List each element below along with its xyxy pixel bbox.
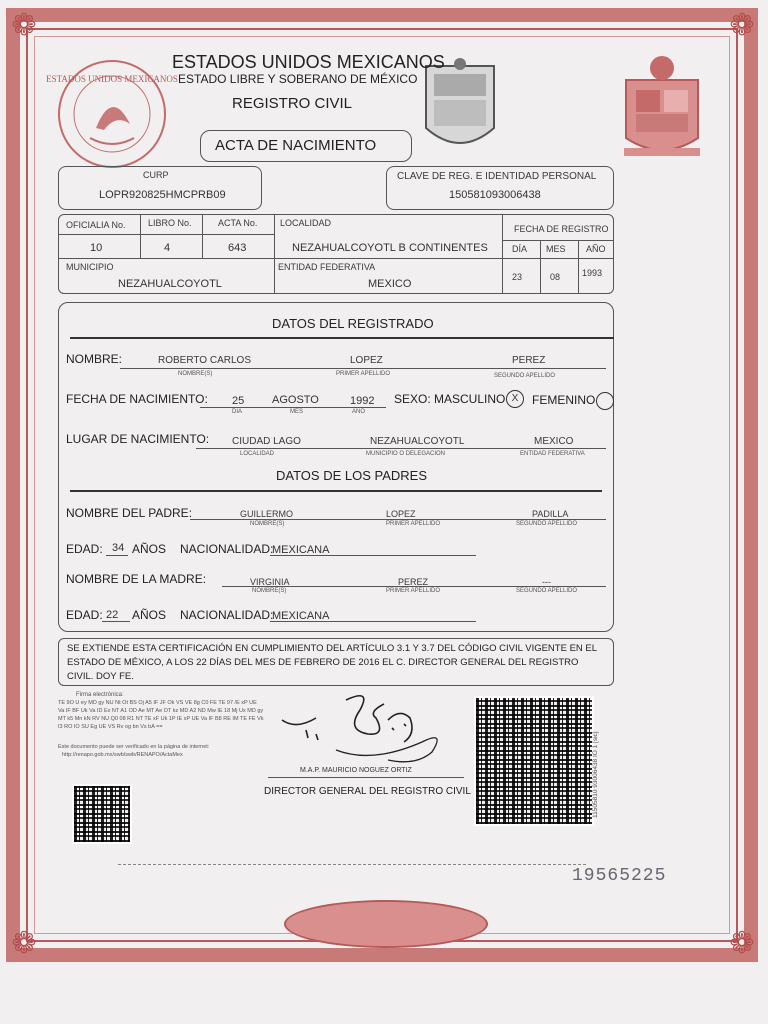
- firma-label: Firma electrónica:: [76, 692, 124, 698]
- padre-nac-label: NACIONALIDAD:: [180, 542, 274, 556]
- entidad-label: ENTIDAD FEDERATIVA: [278, 262, 376, 272]
- oficialia-value: 10: [90, 242, 103, 254]
- lugar-localidad: CIUDAD LAGO: [232, 436, 301, 447]
- nombre-line: [120, 368, 606, 369]
- country-title: ESTADOS UNIDOS MEXICANOS: [172, 52, 445, 72]
- verify-text: Este documento puede ser verificado en la página de internet:: [58, 744, 210, 750]
- section-divider: [70, 490, 602, 492]
- grid-line: [274, 214, 275, 294]
- grid-line: [202, 214, 203, 258]
- madre-line: [222, 586, 606, 587]
- curp-label: CURP: [143, 170, 169, 180]
- madre-nac: MEXICANA: [272, 610, 330, 622]
- padre-ap1-sub: PRIMER APELLIDO: [386, 521, 441, 527]
- firma-hash-1: TE 9O U ey MD gy NU Nt Ot BS Oj A5 IF JF Ok VS VE 8g C0 FE TE 97 /E xP UE: [58, 700, 257, 706]
- certification-line-3: CIVIL. DOY FE.: [67, 671, 134, 682]
- section-divider: [70, 337, 614, 339]
- lugar-municipio-sub: MUNICIPIO O DELEGACION: [366, 451, 446, 457]
- national-seal-icon: [46, 58, 178, 170]
- segundo-apellido-value: PEREZ: [512, 355, 546, 366]
- padre-line: [190, 519, 606, 520]
- corner-ornament-icon: ❁: [729, 8, 755, 43]
- padre-edad-label: EDAD:: [66, 542, 103, 556]
- primer-apellido-sub: PRIMER APELLIDO: [336, 371, 391, 377]
- firma-hash-3: MT k5 Mn kN RV NU Q0 08 R1 NT TE xF Uk 1P IE xP UE Va IF B8 RE IM TE FE Vk: [58, 716, 264, 722]
- padre-edad: 34: [112, 542, 125, 554]
- acta-label: ACTA No.: [218, 218, 258, 228]
- lugar-entidad-sub: ENTIDAD FEDERATIVA: [520, 451, 585, 457]
- document-title: ACTA DE NACIMIENTO: [215, 137, 377, 154]
- madre-ap1-sub: PRIMER APELLIDO: [386, 588, 441, 594]
- municipio-value: NEZAHUALCOYOTL: [118, 278, 222, 290]
- corner-ornament-icon: ❁: [11, 926, 37, 961]
- madre-nac-line: [270, 621, 476, 622]
- qr-vertical-id: 11505810 93006438 IO 1 [sic]: [592, 731, 599, 818]
- grid-line: [578, 240, 579, 294]
- lugar-entidad: MEXICO: [534, 436, 574, 447]
- fn-dia: 25: [232, 395, 245, 407]
- nombre-value: ROBERTO CARLOS: [158, 355, 251, 366]
- femenino-radio: [596, 392, 614, 410]
- lugar-municipio: NEZAHUALCOYOTL: [370, 436, 465, 447]
- madre-ap2: ---: [542, 577, 551, 587]
- curp-value: LOPR920825HMCPRB09: [99, 189, 226, 201]
- ano-value: 1993: [582, 268, 603, 278]
- dia-label: DÍA: [512, 244, 528, 254]
- municipal-shield-icon: [620, 52, 704, 162]
- sexo-label: SEXO: MASCULINO: [394, 392, 506, 406]
- grid-line: [502, 214, 503, 294]
- firma-hash-4: I3 RO IO SU Eg UE VS Rv og bn Vs bA ==: [58, 724, 163, 730]
- certification-box: [58, 638, 614, 686]
- localidad-value: NEZAHUALCOYOTL B CONTINENTES: [292, 242, 488, 254]
- padre-anos-label: AÑOS: [132, 542, 167, 556]
- footer-divider: [118, 864, 586, 865]
- registrado-section-title: DATOS DEL REGISTRADO: [272, 316, 434, 331]
- padre-ap2-sub: SEGUNDO APELLIDO: [516, 521, 578, 527]
- padre-label: NOMBRE DEL PADRE:: [66, 506, 193, 520]
- entidad-value: MEXICO: [368, 278, 412, 290]
- lugar-label: LUGAR DE NACIMIENTO:: [66, 432, 210, 446]
- grid-line: [58, 258, 614, 259]
- localidad-label: LOCALIDAD: [280, 218, 332, 228]
- madre-label: NOMBRE DE LA MADRE:: [66, 572, 207, 586]
- director-name: M.A.P. MAURICIO NOGUEZ ORTIZ: [300, 767, 412, 774]
- padre-ap2: PADILLA: [532, 509, 569, 519]
- fn-mes-sub: MES: [290, 409, 304, 415]
- padre-nombre: GUILLERMO: [240, 509, 294, 519]
- nombre-sub: NOMBRE(S): [178, 371, 213, 377]
- segundo-apellido-sub: SEGUNDO APELLIDO: [494, 373, 556, 379]
- fn-ano: 1992: [350, 395, 375, 407]
- madre-ap2-sub: SEGUNDO APELLIDO: [516, 588, 578, 594]
- fn-dia-sub: DIA: [232, 409, 243, 415]
- madre-nombre-sub: NOMBRE(S): [252, 588, 287, 594]
- libro-label: LIBRO No.: [148, 218, 192, 228]
- verify-url: http://renapo.gob.mx/swb/swb/RENAPO/ActaMex: [62, 752, 183, 758]
- nombre-label: NOMBRE:: [66, 352, 123, 366]
- fn-mes: AGOSTO: [272, 394, 319, 406]
- document-title-box: [200, 130, 412, 162]
- director-signature: [276, 690, 446, 766]
- femenino-label: FEMENINO: [532, 393, 596, 407]
- mes-label: MES: [546, 244, 566, 254]
- clave-value: 150581093006438: [449, 189, 541, 201]
- grid-line: [140, 214, 141, 258]
- ano-label: AÑO: [586, 244, 606, 254]
- madre-nombre: VIRGINIA: [250, 577, 290, 587]
- oficialia-label: OFICIALIA No.: [66, 220, 126, 230]
- signature-line: [268, 777, 464, 778]
- dia-value: 23: [512, 272, 523, 282]
- lugar-line: [196, 448, 606, 449]
- clave-box: [386, 166, 614, 210]
- mes-value: 08: [550, 272, 561, 282]
- madre-nac-label: NACIONALIDAD:: [180, 608, 274, 622]
- state-title: ESTADO LIBRE Y SOBERANO DE MÉXICO: [178, 72, 418, 86]
- madre-anos-label: AÑOS: [132, 608, 167, 622]
- fecha-nac-label: FECHA DE NACIMIENTO:: [66, 392, 208, 406]
- curp-box: [58, 166, 262, 210]
- grid-line: [58, 234, 274, 235]
- large-qr-code: [474, 696, 594, 826]
- fecha-line: [200, 407, 386, 408]
- padre-ap1: LOPEZ: [386, 509, 416, 519]
- certification-line-2: ESTADO DE MÉXICO, A LOS 22 DÍAS DEL MES DE FEBRERO DE 2016 EL C. DIRECTOR GENERAL DEL REGISTRO: [67, 657, 579, 668]
- small-qr-code: [72, 784, 132, 844]
- grid-line: [502, 240, 614, 241]
- madre-edad-line: [102, 621, 130, 622]
- padre-edad-line: [106, 555, 128, 556]
- padre-nombre-sub: NOMBRE(S): [250, 521, 285, 527]
- masculino-radio: X: [506, 390, 524, 408]
- bottom-ornament: [284, 900, 488, 948]
- madre-edad-label: EDAD:: [66, 608, 103, 622]
- madre-edad: 22: [106, 609, 119, 621]
- folio-number: 19565225: [572, 866, 667, 886]
- state-shield-icon: [420, 58, 500, 158]
- firma-hash-2: Va IF BF Uk Va ID Ex NT A1 OD Ae MT Ae OT kz MD A2 ND Mw IE 18 Mj Ux MD gy: [58, 708, 264, 714]
- padre-nac: MEXICANA: [272, 544, 330, 556]
- office-title: REGISTRO CIVIL: [232, 95, 353, 112]
- clave-label: CLAVE DE REG. E IDENTIDAD PERSONAL: [397, 171, 597, 182]
- grid-line: [540, 240, 541, 294]
- primer-apellido-value: LOPEZ: [350, 355, 383, 366]
- fn-ano-sub: AÑO: [352, 409, 366, 415]
- municipio-label: MUNICIPIO: [66, 262, 114, 272]
- acta-value: 643: [228, 242, 247, 254]
- padres-section-title: DATOS DE LOS PADRES: [276, 468, 427, 483]
- madre-ap1: PEREZ: [398, 577, 429, 587]
- corner-ornament-icon: ❁: [11, 8, 37, 43]
- libro-value: 4: [164, 242, 171, 254]
- lugar-localidad-sub: LOCALIDAD: [240, 451, 275, 457]
- corner-ornament-icon: ❁: [729, 926, 755, 961]
- seal-text: ESTADOS UNIDOS MEXICANOS: [46, 74, 178, 84]
- padre-nac-line: [270, 555, 476, 556]
- fecha-registro-label: FECHA DE REGISTRO: [514, 224, 609, 234]
- director-title: DIRECTOR GENERAL DEL REGISTRO CIVIL: [264, 786, 471, 797]
- certification-line-1: SE EXTIENDE ESTA CERTIFICACIÓN EN CUMPLIMIENTO DEL ARTÍCULO 3.1 Y 3.7 DEL CÓDIGO CIVIL VIGENTE EN EL: [67, 643, 598, 654]
